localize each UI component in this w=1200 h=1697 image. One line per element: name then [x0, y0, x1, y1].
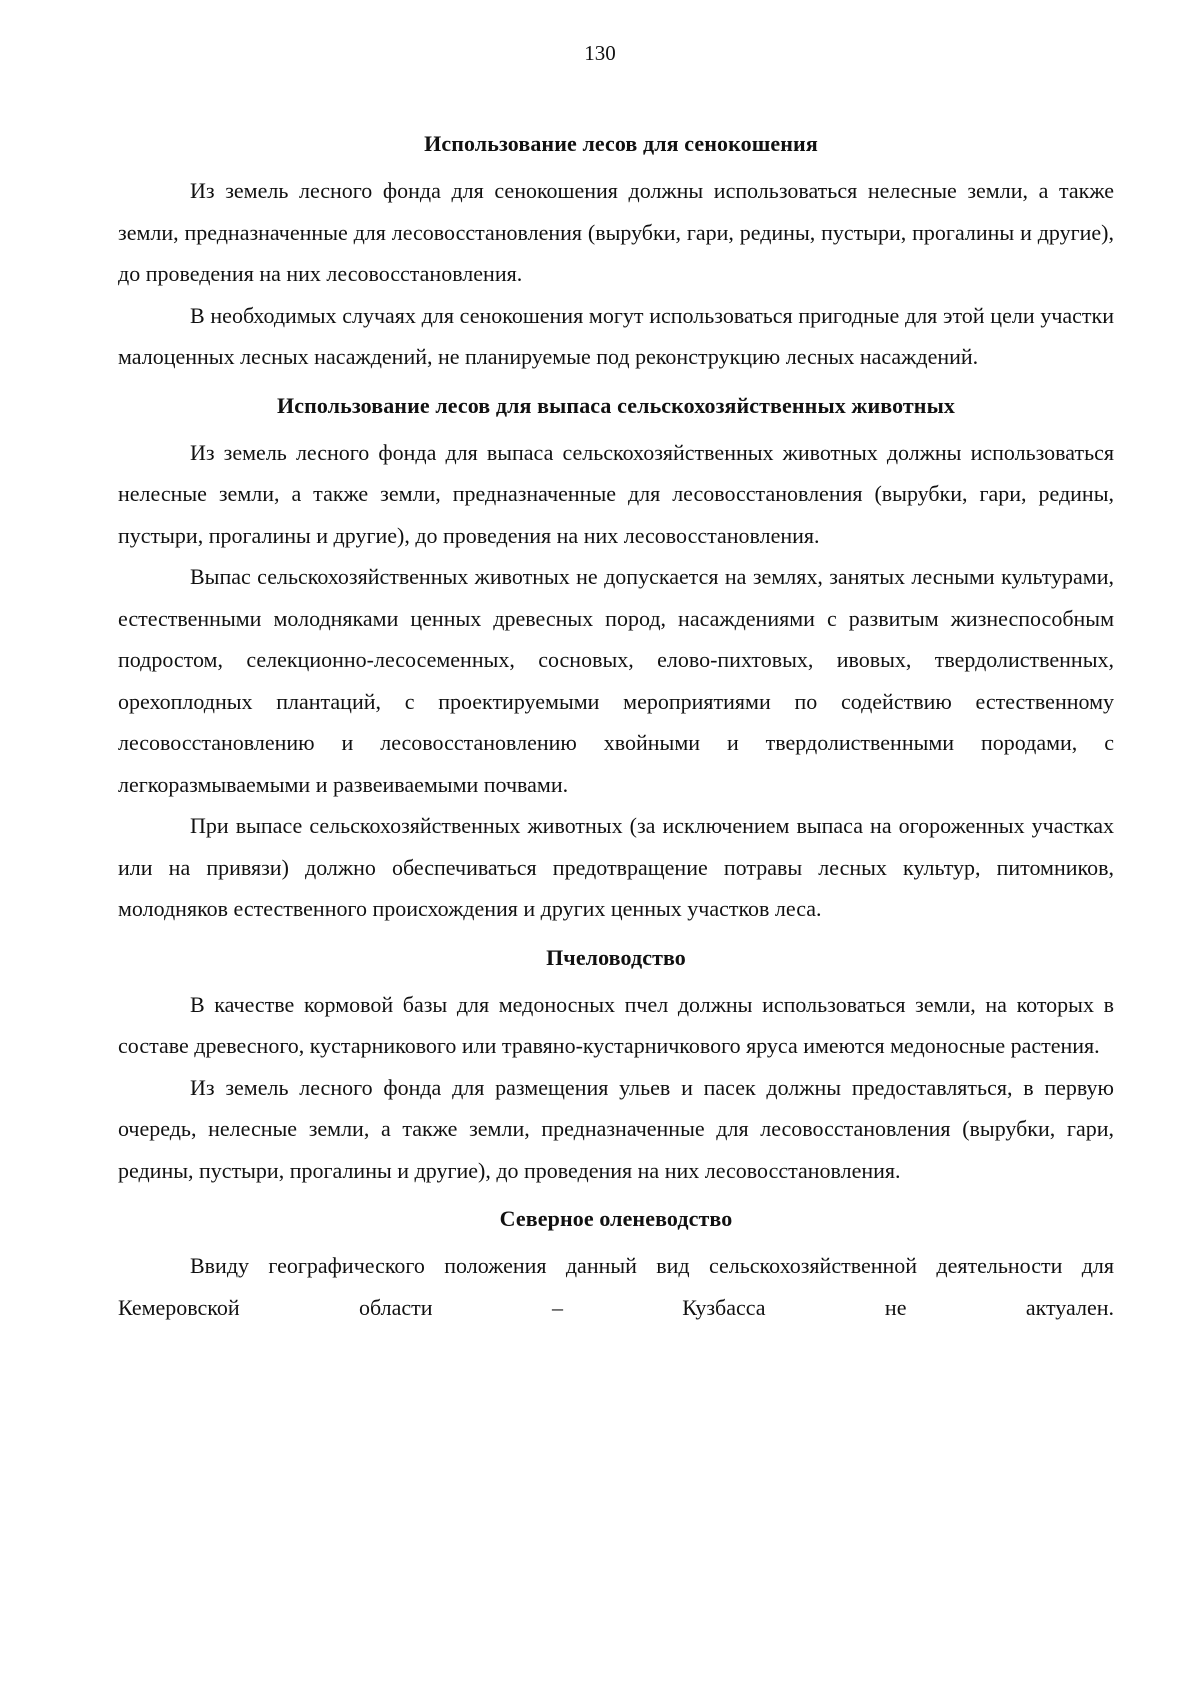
section-title: Пчеловодство	[546, 944, 686, 970]
paragraph: При выпасе сельскохозяйственных животных (за исключением выпаса на огороженных участках или на привязи) должно обеспечиваться предотвращение потравы лесных культур, питомников, молодняков естественного происхождения и других ценных участков леса.	[118, 813, 1114, 921]
section-reindeer-herding	[118, 1199, 1114, 1328]
paragraph: Из земель лесного фонда для сенокошения должны использоваться нелесные земли, а также земли, предназначенные для лесовосстановления (вырубки, гари, редины, пустыри, прогалины и другие), до проведения на них лесовосстановления.	[118, 178, 1114, 286]
page-number: 130	[584, 41, 616, 65]
paragraph: В качестве кормовой базы для медоносных пчел должны использоваться земли, на которых в составе древесного, кустарникового или травяно-кустарничкового яруса имеются медоносные растения.	[118, 991, 1114, 1058]
section-haymaking	[118, 124, 1114, 378]
section-title: Северное оленеводство	[499, 1206, 733, 1231]
section-title: Использование лесов для сенокошения	[424, 131, 818, 156]
paragraph: Из земель лесного фонда для размещения ульев и пасек должны предоставляться, в первую очередь, нелесные земли, а также земли, предназначенные для лесовосстановления (вырубки, гари, редины, пустыри, прогалины и другие), до проведения на них лесовосстановления.	[118, 1074, 1114, 1183]
paragraph: Ввиду географического положения данный вид сельскохозяйственной деятельности для Кемеровской области – Кузбасса не актуален.	[118, 1253, 1114, 1320]
section-title: Использование лесов для выпаса сельскохозяйственных животных	[277, 392, 955, 418]
section-beekeeping	[118, 938, 1114, 1192]
page-content	[118, 124, 1114, 1336]
paragraph: Из земель лесного фонда для выпаса сельскохозяйственных животных должны использоваться нелесные земли, а также земли, предназначенные для лесовосстановления (вырубки, гари, редины, пустыри, прогалины и другие), до проведения на них лесовосстановления.	[118, 439, 1114, 548]
paragraph: В необходимых случаях для сенокошения могут использоваться пригодные для этой цели участки малоценных лесных насаждений, не планируемые под реконструкцию лесных насаждений.	[118, 302, 1114, 369]
section-grazing	[118, 386, 1114, 930]
paragraph: Выпас сельскохозяйственных животных не допускается на землях, занятых лесными культурами, естественными молодняками ценных древесных пород, насаждениями с развитым жизнеспособным подростом, селекционно-лесосеменных, сосновых, елово-пихтовых, ивовых, твердолиственных, орехоплодных плантаций, с проектируемыми мероприятиями по содействию естественному лесовосстановлению и лесовосстановлению хвойными и твердолиственными породами, с легкоразмываемыми и развеиваемыми почвами.	[118, 564, 1114, 797]
